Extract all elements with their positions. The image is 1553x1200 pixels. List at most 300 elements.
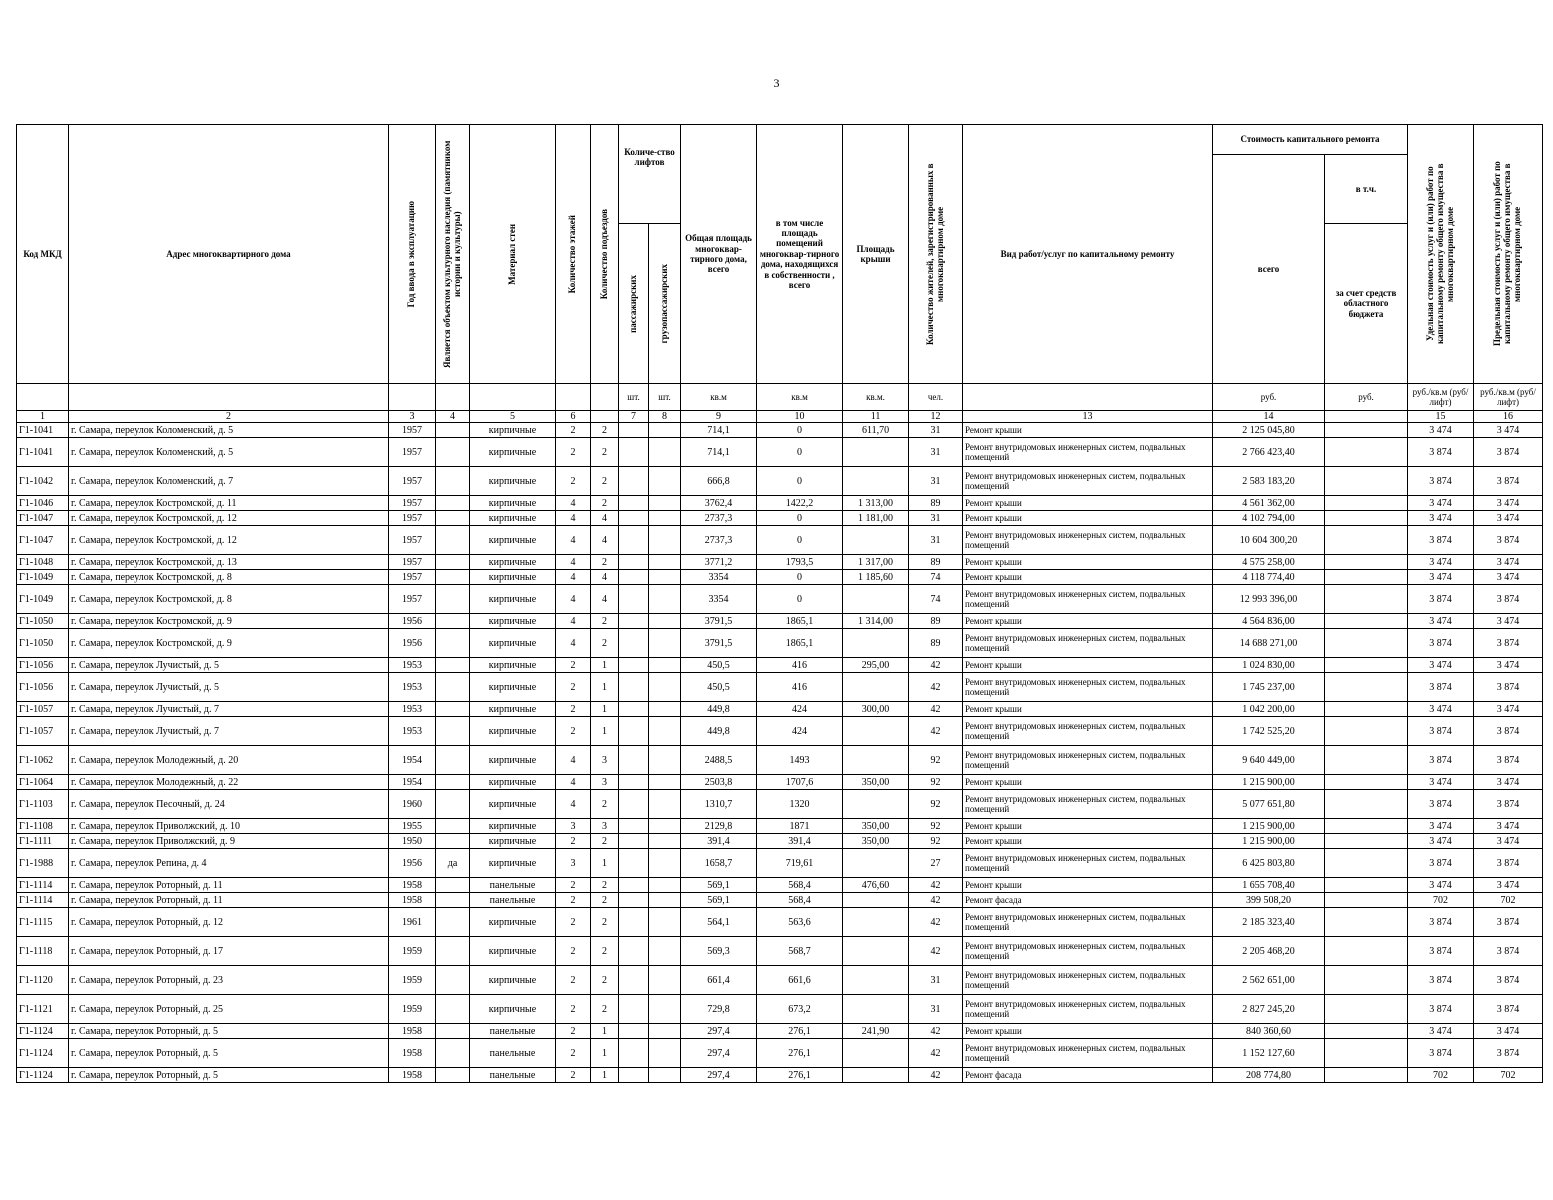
row-year: 1957 <box>389 467 436 496</box>
row-lifts-passenger <box>619 467 649 496</box>
row-address: г. Самара, переулок Костромской, д. 11 <box>69 496 389 511</box>
row-code: Г1-1056 <box>17 673 69 702</box>
row-material: кирпичные <box>470 790 556 819</box>
row-cost-total: 399 508,20 <box>1213 893 1325 908</box>
row-year: 1953 <box>389 673 436 702</box>
row-cost-total: 1 152 127,60 <box>1213 1039 1325 1068</box>
row-heritage <box>436 834 470 849</box>
row-floors: 2 <box>556 423 591 438</box>
table-row <box>17 658 1543 673</box>
row-unit-cost: 3 474 <box>1408 819 1474 834</box>
row-code: Г1-1047 <box>17 526 69 555</box>
table-row <box>17 790 1543 819</box>
row-regional-budget <box>1325 908 1408 937</box>
row-heritage <box>436 1068 470 1083</box>
row-cost-total: 2 205 468,20 <box>1213 937 1325 966</box>
column-number: 7 <box>619 411 649 423</box>
row-lifts-freight <box>649 423 681 438</box>
row-cost-total: 840 360,60 <box>1213 1024 1325 1039</box>
table-row <box>17 717 1543 746</box>
row-lifts-passenger <box>619 496 649 511</box>
row-roof-area: 350,00 <box>843 834 909 849</box>
row-limit-cost: 3 874 <box>1474 467 1543 496</box>
row-address: г. Самара, переулок Костромской, д. 8 <box>69 570 389 585</box>
row-year: 1957 <box>389 496 436 511</box>
table-row <box>17 834 1543 849</box>
row-year: 1953 <box>389 717 436 746</box>
row-roof-area <box>843 467 909 496</box>
row-work-type: Ремонт крыши <box>963 614 1213 629</box>
row-total-area: 3791,5 <box>681 629 757 658</box>
row-cost-total: 2 562 651,00 <box>1213 966 1325 995</box>
row-material: кирпичные <box>470 819 556 834</box>
row-work-type: Ремонт внутридомовых инженерных систем, подвальных помещений <box>963 1039 1213 1068</box>
row-entrances: 2 <box>591 467 619 496</box>
row-lifts-passenger <box>619 438 649 467</box>
row-code: Г1-1108 <box>17 819 69 834</box>
row-regional-budget <box>1325 614 1408 629</box>
row-roof-area <box>843 790 909 819</box>
row-limit-cost: 3 474 <box>1474 819 1543 834</box>
row-floors: 4 <box>556 526 591 555</box>
row-entrances: 2 <box>591 995 619 1024</box>
row-owned-area: 1865,1 <box>757 629 843 658</box>
row-owned-area: 1871 <box>757 819 843 834</box>
row-year: 1958 <box>389 1039 436 1068</box>
row-regional-budget <box>1325 937 1408 966</box>
row-owned-area: 568,4 <box>757 893 843 908</box>
row-lifts-passenger <box>619 717 649 746</box>
row-owned-area: 1707,6 <box>757 775 843 790</box>
row-heritage <box>436 746 470 775</box>
row-work-type: Ремонт крыши <box>963 423 1213 438</box>
row-unit-cost: 3 474 <box>1408 511 1474 526</box>
page-number: 3 <box>773 76 780 90</box>
row-total-area: 2737,3 <box>681 511 757 526</box>
row-unit-cost: 3 474 <box>1408 570 1474 585</box>
row-address: г. Самара, переулок Роторный, д. 23 <box>69 966 389 995</box>
row-work-type: Ремонт крыши <box>963 878 1213 893</box>
row-owned-area: 673,2 <box>757 995 843 1024</box>
header-floors: Количество этажей <box>556 125 591 384</box>
row-unit-cost: 702 <box>1408 1068 1474 1083</box>
row-lifts-passenger <box>619 966 649 995</box>
row-unit-cost: 3 474 <box>1408 555 1474 570</box>
row-material: кирпичные <box>470 555 556 570</box>
row-residents: 42 <box>909 908 963 937</box>
row-limit-cost: 3 474 <box>1474 658 1543 673</box>
row-address: г. Самара, переулок Коломенский, д. 5 <box>69 438 389 467</box>
row-regional-budget <box>1325 438 1408 467</box>
row-year: 1959 <box>389 966 436 995</box>
row-roof-area <box>843 673 909 702</box>
row-material: кирпичные <box>470 658 556 673</box>
row-residents: 42 <box>909 937 963 966</box>
column-number: 14 <box>1213 411 1325 423</box>
header-code: Код МКД <box>17 125 69 384</box>
row-total-area: 714,1 <box>681 423 757 438</box>
row-code: Г1-1042 <box>17 467 69 496</box>
row-code: Г1-1050 <box>17 629 69 658</box>
row-cost-total: 2 185 323,40 <box>1213 908 1325 937</box>
row-owned-area: 1422,2 <box>757 496 843 511</box>
row-residents: 92 <box>909 819 963 834</box>
row-limit-cost: 3 874 <box>1474 995 1543 1024</box>
row-unit-cost: 3 474 <box>1408 878 1474 893</box>
row-entrances: 1 <box>591 658 619 673</box>
row-material: кирпичные <box>470 702 556 717</box>
row-owned-area: 0 <box>757 511 843 526</box>
row-entrances: 3 <box>591 819 619 834</box>
table-row <box>17 1068 1543 1083</box>
row-total-area: 3354 <box>681 585 757 614</box>
row-regional-budget <box>1325 834 1408 849</box>
table-row <box>17 849 1543 878</box>
row-owned-area: 276,1 <box>757 1039 843 1068</box>
row-owned-area: 1320 <box>757 790 843 819</box>
row-owned-area: 424 <box>757 702 843 717</box>
capital-repair-table <box>16 124 1543 1083</box>
row-entrances: 3 <box>591 775 619 790</box>
row-roof-area: 350,00 <box>843 819 909 834</box>
row-code: Г1-1049 <box>17 570 69 585</box>
row-year: 1957 <box>389 570 436 585</box>
row-work-type: Ремонт крыши <box>963 496 1213 511</box>
row-regional-budget <box>1325 1024 1408 1039</box>
row-heritage <box>436 570 470 585</box>
row-entrances: 1 <box>591 1039 619 1068</box>
row-code: Г1-1049 <box>17 585 69 614</box>
row-cost-total: 1 024 830,00 <box>1213 658 1325 673</box>
row-lifts-freight <box>649 438 681 467</box>
row-entrances: 2 <box>591 966 619 995</box>
row-unit-cost: 3 874 <box>1408 908 1474 937</box>
row-lifts-freight <box>649 555 681 570</box>
row-lifts-passenger <box>619 585 649 614</box>
row-floors: 4 <box>556 790 591 819</box>
row-material: кирпичные <box>470 717 556 746</box>
row-cost-total: 1 215 900,00 <box>1213 819 1325 834</box>
row-lifts-passenger <box>619 893 649 908</box>
row-roof-area <box>843 1068 909 1083</box>
row-floors: 3 <box>556 819 591 834</box>
table-row <box>17 614 1543 629</box>
row-total-area: 297,4 <box>681 1068 757 1083</box>
header-entrances: Количество подъездов <box>591 125 619 384</box>
row-address: г. Самара, переулок Костромской, д. 12 <box>69 526 389 555</box>
row-cost-total: 2 766 423,40 <box>1213 438 1325 467</box>
row-material: кирпичные <box>470 834 556 849</box>
row-heritage <box>436 937 470 966</box>
row-residents: 31 <box>909 966 963 995</box>
table-row <box>17 966 1543 995</box>
header-year: Год ввода в эксплуатацию <box>389 125 436 384</box>
unit-limit-cost: руб./кв.м (руб/лифт) <box>1474 384 1543 411</box>
row-code: Г1-1120 <box>17 966 69 995</box>
row-work-type: Ремонт фасада <box>963 1068 1213 1083</box>
row-lifts-passenger <box>619 629 649 658</box>
row-entrances: 3 <box>591 746 619 775</box>
row-lifts-freight <box>649 585 681 614</box>
column-number-row <box>17 411 1543 423</box>
table-header <box>17 125 1543 423</box>
row-lifts-passenger <box>619 775 649 790</box>
row-address: г. Самара, переулок Лучистый, д. 7 <box>69 702 389 717</box>
row-entrances: 1 <box>591 673 619 702</box>
row-work-type: Ремонт внутридомовых инженерных систем, подвальных помещений <box>963 908 1213 937</box>
row-year: 1950 <box>389 834 436 849</box>
row-lifts-freight <box>649 893 681 908</box>
row-limit-cost: 3 474 <box>1474 423 1543 438</box>
row-residents: 31 <box>909 438 963 467</box>
row-residents: 27 <box>909 849 963 878</box>
row-limit-cost: 3 474 <box>1474 614 1543 629</box>
row-work-type: Ремонт внутридомовых инженерных систем, подвальных помещений <box>963 717 1213 746</box>
row-regional-budget <box>1325 1068 1408 1083</box>
row-total-area: 297,4 <box>681 1024 757 1039</box>
unit-cost-total: руб. <box>1213 384 1325 411</box>
row-code: Г1-1064 <box>17 775 69 790</box>
row-regional-budget <box>1325 878 1408 893</box>
row-floors: 2 <box>556 673 591 702</box>
row-unit-cost: 3 874 <box>1408 629 1474 658</box>
row-total-area: 450,5 <box>681 673 757 702</box>
row-roof-area: 1 317,00 <box>843 555 909 570</box>
table-row <box>17 893 1543 908</box>
row-floors: 2 <box>556 834 591 849</box>
row-total-area: 569,1 <box>681 893 757 908</box>
row-cost-total: 5 077 651,80 <box>1213 790 1325 819</box>
row-regional-budget <box>1325 790 1408 819</box>
row-code: Г1-1124 <box>17 1068 69 1083</box>
row-cost-total: 10 604 300,20 <box>1213 526 1325 555</box>
row-code: Г1-1062 <box>17 746 69 775</box>
row-roof-area <box>843 893 909 908</box>
row-entrances: 1 <box>591 1068 619 1083</box>
row-regional-budget <box>1325 555 1408 570</box>
row-total-area: 2503,8 <box>681 775 757 790</box>
row-entrances: 1 <box>591 849 619 878</box>
row-floors: 2 <box>556 717 591 746</box>
unit-total-area: кв.м <box>681 384 757 411</box>
row-unit-cost: 3 874 <box>1408 467 1474 496</box>
row-code: Г1-1048 <box>17 555 69 570</box>
row-floors: 4 <box>556 746 591 775</box>
row-code: Г1-1114 <box>17 893 69 908</box>
row-cost-total: 1 215 900,00 <box>1213 834 1325 849</box>
row-work-type: Ремонт крыши <box>963 555 1213 570</box>
column-number <box>591 411 619 423</box>
row-unit-cost: 3 874 <box>1408 1039 1474 1068</box>
row-heritage <box>436 893 470 908</box>
row-roof-area: 611,70 <box>843 423 909 438</box>
header-lifts-passenger: пассажирских <box>619 224 649 384</box>
row-work-type: Ремонт внутридомовых инженерных систем, подвальных помещений <box>963 526 1213 555</box>
row-year: 1958 <box>389 878 436 893</box>
row-lifts-freight <box>649 1039 681 1068</box>
row-address: г. Самара, переулок Роторный, д. 12 <box>69 908 389 937</box>
row-limit-cost: 3 474 <box>1474 702 1543 717</box>
column-number: 4 <box>436 411 470 423</box>
row-entrances: 2 <box>591 614 619 629</box>
row-regional-budget <box>1325 585 1408 614</box>
row-owned-area: 0 <box>757 467 843 496</box>
row-heritage <box>436 438 470 467</box>
column-number: 15 <box>1408 411 1474 423</box>
header-total-area: Общая площадь многоквар-тирного дома, всего <box>681 125 757 384</box>
column-number: 9 <box>681 411 757 423</box>
row-cost-total: 4 564 836,00 <box>1213 614 1325 629</box>
row-year: 1960 <box>389 790 436 819</box>
row-total-area: 1658,7 <box>681 849 757 878</box>
table-row <box>17 775 1543 790</box>
row-work-type: Ремонт внутридомовых инженерных систем, подвальных помещений <box>963 629 1213 658</box>
row-entrances: 2 <box>591 423 619 438</box>
row-entrances: 4 <box>591 511 619 526</box>
row-residents: 42 <box>909 702 963 717</box>
row-entrances: 1 <box>591 717 619 746</box>
row-work-type: Ремонт крыши <box>963 834 1213 849</box>
header-lifts-freight: грузопассажирских <box>649 224 681 384</box>
row-lifts-freight <box>649 849 681 878</box>
row-floors: 2 <box>556 878 591 893</box>
row-limit-cost: 3 874 <box>1474 585 1543 614</box>
row-unit-cost: 3 874 <box>1408 849 1474 878</box>
row-owned-area: 1865,1 <box>757 614 843 629</box>
row-lifts-freight <box>649 526 681 555</box>
row-floors: 2 <box>556 1068 591 1083</box>
row-code: Г1-1118 <box>17 937 69 966</box>
row-year: 1954 <box>389 775 436 790</box>
row-cost-total: 2 583 183,20 <box>1213 467 1325 496</box>
row-roof-area <box>843 908 909 937</box>
row-lifts-passenger <box>619 746 649 775</box>
row-total-area: 3771,2 <box>681 555 757 570</box>
row-material: панельные <box>470 1068 556 1083</box>
row-roof-area: 295,00 <box>843 658 909 673</box>
header-roof-area: Площадь крыши <box>843 125 909 384</box>
row-owned-area: 424 <box>757 717 843 746</box>
row-residents: 42 <box>909 1039 963 1068</box>
row-unit-cost: 3 874 <box>1408 585 1474 614</box>
row-residents: 92 <box>909 790 963 819</box>
row-roof-area: 1 314,00 <box>843 614 909 629</box>
row-total-area: 3354 <box>681 570 757 585</box>
column-number: 8 <box>649 411 681 423</box>
row-lifts-freight <box>649 908 681 937</box>
row-year: 1961 <box>389 908 436 937</box>
table-row <box>17 746 1543 775</box>
row-total-area: 3762,4 <box>681 496 757 511</box>
row-owned-area: 0 <box>757 585 843 614</box>
row-work-type: Ремонт фасада <box>963 893 1213 908</box>
row-regional-budget <box>1325 893 1408 908</box>
row-material: кирпичные <box>470 937 556 966</box>
row-residents: 89 <box>909 629 963 658</box>
row-code: Г1-1111 <box>17 834 69 849</box>
row-limit-cost: 3 474 <box>1474 555 1543 570</box>
row-residents: 92 <box>909 834 963 849</box>
row-lifts-passenger <box>619 570 649 585</box>
table-row <box>17 1024 1543 1039</box>
row-regional-budget <box>1325 775 1408 790</box>
row-roof-area <box>843 629 909 658</box>
row-entrances: 2 <box>591 908 619 937</box>
row-floors: 2 <box>556 908 591 937</box>
row-heritage <box>436 878 470 893</box>
row-floors: 2 <box>556 966 591 995</box>
row-cost-total: 9 640 449,00 <box>1213 746 1325 775</box>
row-roof-area: 241,90 <box>843 1024 909 1039</box>
row-residents: 42 <box>909 1024 963 1039</box>
row-limit-cost: 3 874 <box>1474 746 1543 775</box>
row-work-type: Ремонт внутридомовых инженерных систем, подвальных помещений <box>963 746 1213 775</box>
row-year: 1956 <box>389 849 436 878</box>
row-address: г. Самара, переулок Лучистый, д. 5 <box>69 673 389 702</box>
header-address: Адрес многоквартирного дома <box>69 125 389 384</box>
row-lifts-passenger <box>619 673 649 702</box>
row-cost-total: 4 561 362,00 <box>1213 496 1325 511</box>
row-entrances: 4 <box>591 570 619 585</box>
row-work-type: Ремонт внутридомовых инженерных систем, подвальных помещений <box>963 790 1213 819</box>
row-cost-total: 6 425 803,80 <box>1213 849 1325 878</box>
row-material: кирпичные <box>470 511 556 526</box>
row-residents: 42 <box>909 878 963 893</box>
row-unit-cost: 3 874 <box>1408 673 1474 702</box>
row-address: г. Самара, переулок Костромской, д. 12 <box>69 511 389 526</box>
row-cost-total: 4 575 258,00 <box>1213 555 1325 570</box>
row-lifts-passenger <box>619 658 649 673</box>
row-lifts-freight <box>649 1024 681 1039</box>
row-residents: 31 <box>909 511 963 526</box>
row-heritage <box>436 585 470 614</box>
row-regional-budget <box>1325 1039 1408 1068</box>
row-material: кирпичные <box>470 614 556 629</box>
row-limit-cost: 3 474 <box>1474 570 1543 585</box>
row-cost-total: 1 655 708,40 <box>1213 878 1325 893</box>
row-address: г. Самара, переулок Костромской, д. 9 <box>69 614 389 629</box>
row-lifts-passenger <box>619 702 649 717</box>
row-year: 1957 <box>389 526 436 555</box>
row-regional-budget <box>1325 717 1408 746</box>
row-total-area: 666,8 <box>681 467 757 496</box>
row-material: кирпичные <box>470 438 556 467</box>
row-roof-area <box>843 746 909 775</box>
row-address: г. Самара, переулок Коломенский, д. 7 <box>69 467 389 496</box>
row-material: панельные <box>470 1039 556 1068</box>
row-total-area: 569,1 <box>681 878 757 893</box>
row-material: кирпичные <box>470 629 556 658</box>
row-limit-cost: 3 874 <box>1474 629 1543 658</box>
row-lifts-freight <box>649 819 681 834</box>
row-unit-cost: 3 874 <box>1408 937 1474 966</box>
row-unit-cost: 3 474 <box>1408 658 1474 673</box>
row-owned-area: 0 <box>757 526 843 555</box>
row-regional-budget <box>1325 849 1408 878</box>
row-roof-area: 1 181,00 <box>843 511 909 526</box>
row-total-area: 729,8 <box>681 995 757 1024</box>
table-row <box>17 438 1543 467</box>
row-regional-budget <box>1325 819 1408 834</box>
row-material: кирпичные <box>470 496 556 511</box>
row-code: Г1-1121 <box>17 995 69 1024</box>
row-code: Г1-1057 <box>17 717 69 746</box>
row-work-type: Ремонт крыши <box>963 819 1213 834</box>
row-heritage <box>436 995 470 1024</box>
row-year: 1959 <box>389 995 436 1024</box>
row-address: г. Самара, переулок Песочный, д. 24 <box>69 790 389 819</box>
row-owned-area: 276,1 <box>757 1024 843 1039</box>
